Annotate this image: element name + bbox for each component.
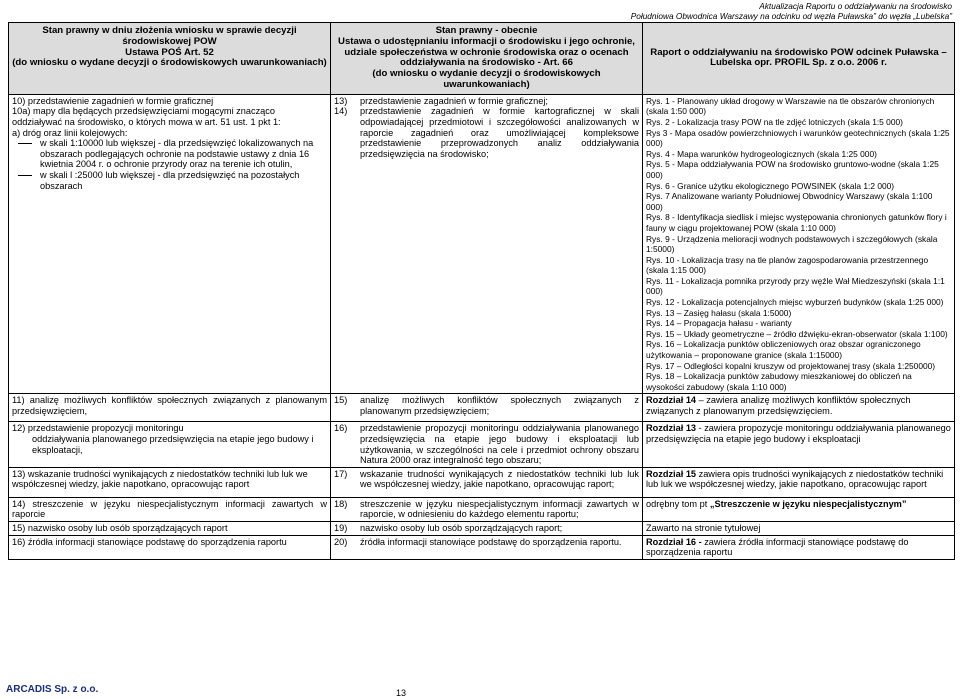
list-item: Rys. 14 – Propagacja hałasu - warianty xyxy=(646,318,792,329)
table-row xyxy=(9,467,955,497)
row1-col2: 13) przedstawienie zagadnień w formie graficznej; 14) przedstawienie zagadnień w formie kartograficznej w skali odpowiadającej przedmiotowi i szczegółowości analizowanych w raporcie zagadnień oraz umożliwiającej kompleksowe przedstawienie przeprowadzonych analiz oddziaływania przedsięwzięcia na środowisko; xyxy=(331,94,643,394)
row2-col1: 11) analizę możliwych konfliktów społecznych związanych z planowanym przedsięwzięciem, xyxy=(9,394,331,422)
row7-col3: Rozdział 16 - zawiera źródła informacji stanowiące podstawę do sporządzenia raportu xyxy=(643,535,955,559)
running-header xyxy=(631,1,952,21)
row1-col1: 10) przedstawienie zagadnień w formie graficznej 10a) mapy dla będących przedsięwzięciami mogącymi znacząco oddziaływać na środowisko, o których mowa w art. 51 ust. 1 pkt 1: a) dróg oraz linii kolejowych: w skali 1:10000 lub większej - dla przedsięwzięć lokalizowanych na obszarach podlegających ochronie na podstawie ustawy z dnia 16 kwietnia 2004 r. o ochronie przyrody oraz na terenie ich otulin, w skali l :25000 lub większej - dla przedsięwzięć na pozostałych obszarach xyxy=(9,94,331,394)
row6-col2: 19) nazwisko osoby lub osób sporządzających raport; xyxy=(331,521,643,535)
header-col3: Raport o oddziaływaniu na środowisko POW odcinek Puławska – Lubelska opr. PROFIL Sp. z o.o. 2006 r. xyxy=(643,23,955,95)
table-header-row xyxy=(9,23,955,95)
row4-col1: 13) wskazanie trudności wynikających z niedostatków techniki lub luk we współczesnej wiedzy, jakie napotkano, opracowując raport xyxy=(9,467,331,497)
list-item: Rys. 11 - Lokalizacja pomnika przyrody przy węźle Wał Miedzeszyński (skala 1:1 000) xyxy=(646,275,945,297)
row2-col3: Rozdział 14 – zawiera analizę możliwych konfliktów społecznych związanych z planowanym przedsięwzięciem. xyxy=(643,394,955,422)
row6-col1: 15) nazwisko osoby lub osób sporządzających raport xyxy=(9,521,331,535)
list-item: Rys. 8 - Identyfikacja siedlisk i miejsc występowania chronionych gatunków flory i fauny w ciągu projektowanej POW (skala 1:10 000) xyxy=(646,212,947,233)
row7-col2: 20) źródła informacji stanowiące podstawę do sporządzenia raportu. xyxy=(331,535,643,559)
company-footer: ARCADIS Sp. z o.o. xyxy=(6,684,99,695)
list-item: Rys. 2 - Lokalizacja trasy POW na tle zdjęć lotniczych (skala 1:5 000) xyxy=(646,116,903,127)
row5-col2: 18) streszczenie w języku niespecjalistycznym informacji zawartych w raporcie, w odniesieniu do każdego elementu raportu; xyxy=(331,497,643,521)
list-item: Rys. 6 - Granice użytku ekologicznego POWSINEK (skala 1:2 000) xyxy=(646,180,895,191)
list-item: Rys. 16 – Lokalizacja punktów obliczeniowych oraz obszar ograniczonego użytkowania – proponowane granice (skala 1:15000) xyxy=(646,339,921,361)
list-item: Rys. 15 – Układy geometryczne – źródło dźwięku-ekran-obserwator (skala 1:100) xyxy=(646,328,948,339)
list-item: Rys. 5 - Mapa oddziaływania POW na środowisko gruntowo-wodne (skala 1:25 000) xyxy=(646,159,939,180)
list-item: Rys 3 - Mapa osadów powierzchniowych i warunków geotechnicznych (skala 1:25 000) xyxy=(646,127,950,149)
header-col1: Stan prawny w dniu złożenia wniosku w sprawie decyzji środowiskowej POW Ustawa POŚ Art. 52 (do wniosku o wydane decyzji o środowiskowych uwarunkowaniach) xyxy=(9,23,331,95)
list-item: Rys. 17 – Odległości kopalni kruszyw od projektowanej trasy (skala 1:250000) xyxy=(646,360,936,371)
row4-col3: Rozdział 15 zawiera opis trudności wynikających z niedostatków techniki lub luk we współczesnej wiedzy, jakie napotkano, opracowując raport xyxy=(643,467,955,497)
header-col2: Stan prawny - obecnie Ustawa o udostępnianiu informacji o środowisku i jego ochronie, udziale społeczeństwa w ochronie środowiska oraz o ocenach oddziaływania na środowisko - Art. 66 (do wniosku o wydanie decyzji o środowiskowych uwarunkowaniach) xyxy=(331,23,643,95)
running-header-line2: Południowa Obwodnica Warszawy na odcinku od węzła Puławska” do węzła „Lubelska” xyxy=(630,11,952,21)
figure-list xyxy=(643,94,955,394)
list-item: Rys. 9 - Urządzenia melioracji wodnych podstawowych i szczegółowych (skala 1:5000) xyxy=(646,233,938,255)
comparison-table xyxy=(8,22,955,560)
list-item: Rys. 7 Analizowane warianty Południowej Obwodnicy Warszawy (skala 1:100 000) xyxy=(646,191,933,212)
table-row xyxy=(9,394,955,422)
list-item: Rys. 18 – Lokalizacja punktów zabudowy mieszkaniowej do obliczeń na wysokości zabudowy (skala 1:10 000) xyxy=(646,371,912,392)
row4-col2: 17) wskazanie trudności wynikających z niedostatków techniki lub luk we współczesnej wiedzy, jakie napotkano, opracowując raport; xyxy=(331,467,643,497)
row3-col3: Rozdział 13 - zawiera propozycje monitoringu oddziaływania planowanego przedsięwzięcia na etapie jego budowy i eksploatacji xyxy=(643,422,955,467)
list-item: Rys. 4 - Mapa warunków hydrogeologicznych (skala 1:25 000) xyxy=(646,148,877,159)
page-number: 13 xyxy=(396,688,407,698)
row5-col1: 14) streszczenie w języku niespecjalistycznym informacji zawartych w raporcie xyxy=(9,497,331,521)
row3-col2: 16) przedstawienie propozycji monitoringu oddziaływania planowanego przedsięwzięcia na etapie jego budowy i eksploatacji lub użytkowania, w szczególności na cele i przedmiot ochrony obszaru Natura 2000 oraz integralność tego obszaru; xyxy=(331,422,643,467)
table-row xyxy=(9,422,955,467)
table-row xyxy=(9,94,955,394)
row2-col2: 15) analizę możliwych konfliktów społecznych związanych z planowanym przedsięwzięciem; xyxy=(331,394,643,422)
row3-col1: 12) przedstawienie propozycji monitoringu oddziaływania planowanego przedsięwzięcia na etapie jego budowy i eksploatacji, xyxy=(9,422,331,467)
running-header-line1: Aktualizacja Raportu o oddziaływaniu na środowisko xyxy=(759,1,952,11)
list-item: Rys. 12 - Lokalizacja potencjalnych miejsc wyburzeń budynków (skala 1:25 000) xyxy=(646,297,944,308)
table-row xyxy=(9,535,955,559)
list-item: Rys. 10 - Lokalizacja trasy na tle planów zagospodarowania przestrzennego (skala 1:15 000) xyxy=(646,254,929,276)
table-row xyxy=(9,497,955,521)
row7-col1: 16) źródła informacji stanowiące podstawę do sporządzenia raportu xyxy=(9,535,331,559)
list-item: Rys. 13 – Zasięg hałasu (skala 1:5000) xyxy=(646,307,792,318)
table-row xyxy=(9,521,955,535)
row6-col3: Zawarto na stronie tytułowej xyxy=(643,521,955,535)
list-item: Rys. 1 - Planowany układ drogowy w Warszawie na tle obszarów chronionych (skala 1:50 000) xyxy=(646,95,935,117)
row5-col3: odrębny tom pt „Streszczenie w języku niespecjalistycznym” xyxy=(643,497,955,521)
